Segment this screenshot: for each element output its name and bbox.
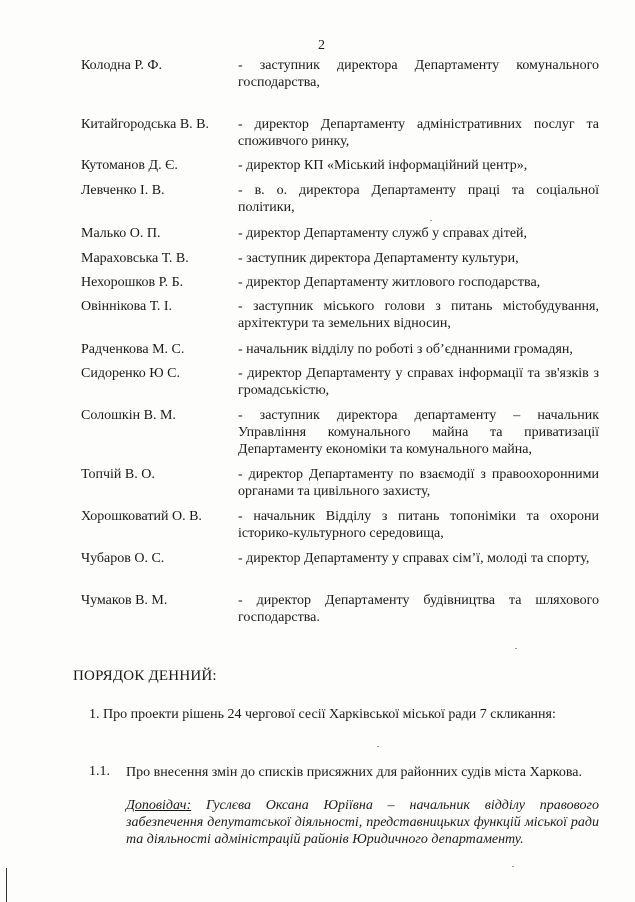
attendee-name: Сидоренко Ю С. bbox=[81, 366, 180, 381]
scan-speck bbox=[515, 648, 517, 649]
agenda-item-1-1-speaker bbox=[126, 797, 599, 848]
speaker-label: Доповідач: bbox=[126, 798, 192, 813]
attendee-position: - директор Департаменту служб у справах дітей, bbox=[238, 226, 528, 241]
attendee-name: Левченко І. В. bbox=[81, 183, 165, 198]
attendee-name: Китайгородська В. В. bbox=[81, 117, 210, 132]
attendee-name: Нехорошков Р. Б. bbox=[81, 275, 184, 290]
page-number: 2 bbox=[318, 38, 325, 53]
agenda-item-1-1-number: 1.1. bbox=[89, 764, 110, 779]
scan-speck bbox=[512, 866, 514, 867]
attendee-position: - директор Департаменту житлового господарства, bbox=[238, 275, 541, 290]
attendee-name: Чумаков В. М. bbox=[81, 593, 168, 608]
agenda-item-1: 1. Про проекти рішень 24 чергової сесії Харківської міської ради 7 скликання: bbox=[89, 707, 556, 722]
attendee-name: Топчій В. О. bbox=[81, 467, 155, 482]
attendee-position: - заступник директора департаменту – начальник Управління комунального майна та приватизації Департаменту економіки та комунального майна, bbox=[238, 408, 599, 457]
attendee-position: - начальник відділу по роботі з об’єднанними громадян, bbox=[238, 342, 573, 357]
agenda-heading: ПОРЯДОК ДЕННИЙ: bbox=[73, 668, 217, 684]
attendee-name: Кутоманов Д. Є. bbox=[81, 158, 178, 173]
attendee-name: Овіннікова Т. І. bbox=[81, 299, 173, 314]
attendee-name: Малько О. П. bbox=[81, 226, 161, 241]
agenda-item-1-1-title: Про внесення змін до списків присяжних для районних судів міста Харкова. bbox=[126, 765, 583, 780]
attendee-name: Чубаров О. С. bbox=[81, 551, 165, 566]
attendee-position: - в. о. директора Департаменту праці та соціальної політики, bbox=[238, 183, 599, 215]
attendee-name: Радченкова М. С. bbox=[81, 342, 185, 357]
attendee-position: - директор КП «Міський інформаційний центр», bbox=[238, 158, 528, 173]
attendee-position: - заступник директора Департаменту культури, bbox=[238, 251, 519, 266]
scan-margin-line bbox=[6, 868, 7, 902]
speaker-text: Гуслєва Оксана Юріївна – начальник відділу правового забезпечення депутатської діяльності, представницьких функцій міської ради та діяльності адміністрацій районів Юридичного департаменту. bbox=[126, 798, 599, 847]
attendee-position: - директор Департаменту у справах сім’ї, молоді та спорту, bbox=[238, 551, 590, 566]
attendee-name: Мараховська Т. В. bbox=[81, 251, 189, 266]
attendee-position: - директор Департаменту адміністративних послуг та споживчого ринку, bbox=[238, 117, 599, 149]
attendee-position: - директор Департаменту у справах інформації та зв'язків з громадськістю, bbox=[238, 366, 599, 398]
scan-speck bbox=[377, 746, 379, 747]
attendee-name: Солошкін В. М. bbox=[81, 408, 176, 423]
attendee-position: - директор Департаменту будівництва та шляхового господарства. bbox=[238, 593, 599, 625]
attendee-position: - заступник директора Департаменту комунального господарства, bbox=[238, 58, 599, 90]
attendee-position: - директор Департаменту по взаємодії з правоохоронними органами та цивільного захисту, bbox=[238, 467, 599, 499]
attendee-position: - начальник Відділу з питань топоніміки та охорони історико-культурного середовища, bbox=[238, 509, 599, 541]
attendee-name: Хорошковатий О. В. bbox=[81, 509, 202, 524]
attendee-name: Колодна Р. Ф. bbox=[81, 58, 162, 73]
scan-speck bbox=[430, 220, 432, 221]
attendee-position: - заступник міського голови з питань містобудування, архітектури та земельних відносин, bbox=[238, 299, 599, 331]
